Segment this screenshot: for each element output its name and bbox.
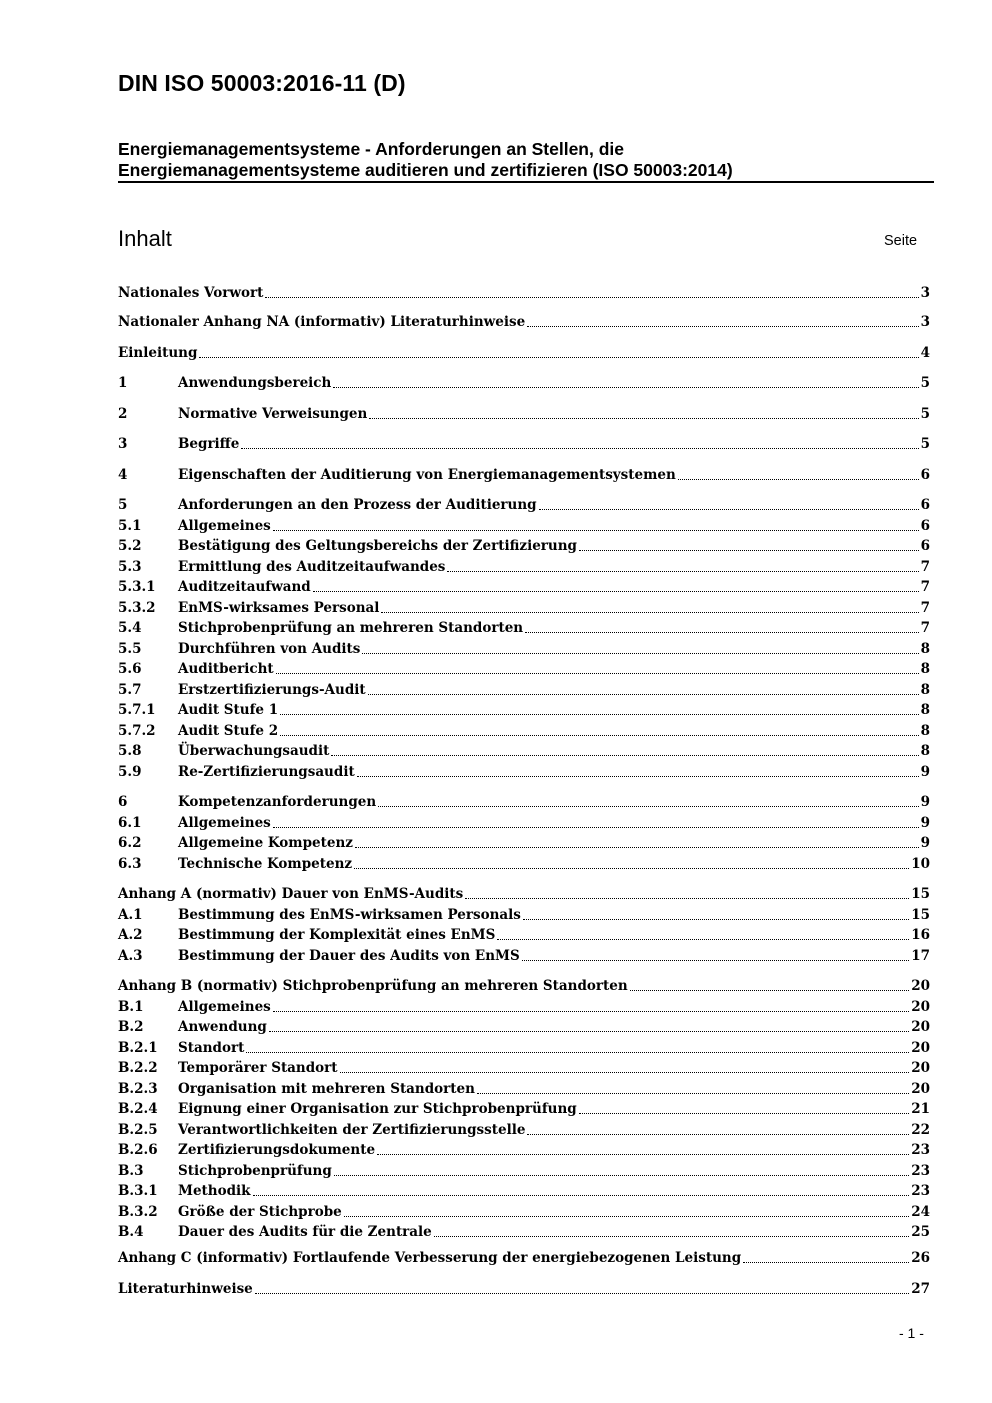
toc-entry-page: 8 (920, 723, 930, 739)
toc-entry[interactable] (118, 465, 930, 485)
toc-entry-page: 9 (920, 794, 930, 810)
toc-entry-number: 5.7.2 (118, 723, 156, 739)
toc-entry[interactable] (118, 404, 930, 424)
toc-entry-page: 6 (920, 467, 930, 483)
toc-entry-page: 10 (911, 856, 930, 872)
toc-entry-page: 8 (920, 743, 930, 759)
toc-entry-title: Bestimmung der Komplexität eines EnMS (178, 927, 496, 943)
toc-dot-leader (527, 1134, 909, 1135)
toc-entry-title: Ermittlung des Auditzeitaufwandes (178, 559, 446, 575)
toc-entry-title: Allgemeines (178, 999, 271, 1015)
toc-entry[interactable] (118, 833, 930, 853)
toc-entry-number: B.1 (118, 999, 144, 1015)
toc-dot-leader (269, 1031, 909, 1032)
toc-dot-leader (241, 448, 918, 449)
toc-entry-number: B.2.4 (118, 1101, 158, 1117)
toc-dot-leader (334, 1175, 909, 1176)
toc-entry[interactable] (118, 721, 930, 741)
toc-entry-number: 5.1 (118, 518, 142, 534)
toc-entry[interactable] (118, 516, 930, 536)
toc-entry-page: 7 (920, 559, 930, 575)
toc-entry[interactable] (118, 884, 930, 904)
toc-dot-leader (522, 960, 910, 961)
toc-entry-number: 3 (118, 436, 128, 452)
toc-dot-leader (465, 898, 909, 899)
toc-entry-title: EnMS-wirksames Personal (178, 600, 380, 616)
toc-entry-page: 8 (920, 682, 930, 698)
toc-dot-leader (199, 357, 918, 358)
toc-entry[interactable] (118, 762, 930, 782)
toc-entry[interactable] (118, 976, 930, 996)
toc-entry-number: B.2.1 (118, 1040, 158, 1056)
toc-entry-title: Überwachungsaudit (178, 743, 330, 759)
toc-entry[interactable] (118, 434, 930, 454)
toc-entry[interactable] (118, 925, 930, 945)
toc-entry-page: 7 (920, 600, 930, 616)
toc-entry-number: 5.3.1 (118, 579, 156, 595)
toc-entry[interactable] (118, 854, 930, 874)
toc-entry[interactable] (118, 905, 930, 925)
toc-entry-title: Allgemeine Kompetenz (178, 835, 353, 851)
toc-entry-number: 5.3.2 (118, 600, 156, 616)
toc-entry-title: Temporärer Standort (178, 1060, 338, 1076)
toc-entry-title: Eigenschaften der Auditierung von Energiemanagementsystemen (178, 467, 676, 483)
toc-entry-title: Bestimmung der Dauer des Audits von EnMS (178, 948, 520, 964)
toc-entry-page: 9 (920, 815, 930, 831)
toc-entry-number: 5.2 (118, 538, 142, 554)
toc-entry-title: Begriffe (178, 436, 240, 452)
toc-entry[interactable] (118, 680, 930, 700)
toc-entry-page: 8 (920, 661, 930, 677)
toc-entry-page: 20 (911, 1040, 930, 1056)
toc-entry-title: Nationales Vorwort (118, 285, 264, 301)
toc-entry[interactable] (118, 639, 930, 659)
toc-dot-leader (539, 509, 919, 510)
toc-entry-page: 15 (911, 886, 930, 902)
toc-entry[interactable] (118, 741, 930, 761)
toc-dot-leader (527, 326, 918, 327)
toc-dot-leader (477, 1093, 909, 1094)
toc-entry-number: B.2.2 (118, 1060, 158, 1076)
toc-entry[interactable] (118, 343, 930, 363)
toc-entry[interactable] (118, 946, 930, 966)
toc-entry-title: Methodik (178, 1183, 251, 1199)
toc-entry-title: Anhang C (informativ) Fortlaufende Verbesserung der energiebezogenen Leistung (118, 1250, 742, 1266)
toc-entry-page: 24 (911, 1204, 930, 1220)
toc-dot-leader (331, 755, 918, 756)
toc-entry-page: 27 (911, 1281, 930, 1297)
toc-entry[interactable] (118, 792, 930, 812)
toc-dot-leader (265, 297, 918, 298)
toc-dot-leader (579, 550, 919, 551)
toc-dot-leader (523, 919, 909, 920)
toc-dot-leader (362, 653, 918, 654)
subtitle-line-1: Energiemanagementsysteme - Anforderungen an Stellen, die (118, 139, 625, 159)
toc-dot-leader (333, 387, 918, 388)
toc-entry-title: Einleitung (118, 345, 198, 361)
toc-entry[interactable] (118, 1140, 930, 1160)
toc-dot-leader (344, 1216, 909, 1217)
toc-dot-leader (253, 1195, 910, 1196)
toc-entry-title: Re-Zertifizierungsaudit (178, 764, 355, 780)
document-subtitle (118, 139, 934, 183)
toc-entry-page: 16 (911, 927, 930, 943)
toc-entry-page: 5 (920, 406, 930, 422)
toc-entry[interactable] (118, 813, 930, 833)
toc-entry-title: Bestimmung des EnMS-wirksamen Personals (178, 907, 521, 923)
toc-entry-page: 4 (920, 345, 930, 361)
toc-dot-leader (579, 1113, 910, 1114)
toc-entry-number: 5.4 (118, 620, 142, 636)
toc-entry-number: 5.5 (118, 641, 142, 657)
toc-entry-number: 5.7.1 (118, 702, 156, 718)
toc-entry-title: Durchführen von Audits (178, 641, 361, 657)
footer-page-number: - 1 - (899, 1325, 924, 1341)
toc-dot-leader (354, 868, 909, 869)
toc-entry-page: 25 (911, 1224, 930, 1240)
toc-entry-title: Anwendungsbereich (178, 375, 332, 391)
toc-entry-title: Standort (178, 1040, 245, 1056)
toc-dot-leader (273, 530, 919, 531)
toc-entry-title: Erstzertifizierungs-Audit (178, 682, 366, 698)
toc-entry-number: 2 (118, 406, 128, 422)
toc-entry-page: 20 (911, 1081, 930, 1097)
toc-dot-leader (678, 479, 919, 480)
toc-dot-leader (355, 847, 919, 848)
toc-entry-title: Verantwortlichkeiten der Zertifizierungsstelle (178, 1122, 526, 1138)
toc-entry-page: 26 (911, 1250, 930, 1266)
toc-dot-leader (497, 939, 909, 940)
toc-entry-page: 6 (920, 538, 930, 554)
document-title: DIN ISO 50003:2016-11 (D) (118, 70, 406, 96)
toc-entry-number: B.2.5 (118, 1122, 158, 1138)
toc-entry-title: Nationaler Anhang NA (informativ) Literaturhinweise (118, 314, 526, 330)
toc-entry-title: Allgemeines (178, 815, 271, 831)
toc-entry-page: 5 (920, 436, 930, 452)
toc-entry-number: B.4 (118, 1224, 144, 1240)
toc-heading: Inhalt (118, 226, 172, 251)
toc-entry-title: Literaturhinweise (118, 1281, 253, 1297)
toc-entry-page: 20 (911, 978, 930, 994)
toc-entry[interactable] (118, 618, 930, 638)
toc-entry[interactable] (118, 577, 930, 597)
toc-entry-title: Audit Stufe 2 (178, 723, 279, 739)
toc-entry-title: Dauer des Audits für die Zentrale (178, 1224, 432, 1240)
toc-entry-page: 20 (911, 999, 930, 1015)
toc-entry-title: Stichprobenprüfung an mehreren Standorten (178, 620, 524, 636)
toc-entry-page: 9 (920, 835, 930, 851)
toc-entry-page: 17 (911, 948, 930, 964)
toc-dot-leader (381, 612, 918, 613)
toc-entry-title: Anforderungen an den Prozess der Auditierung (178, 497, 537, 513)
toc-entry-title: Anhang B (normativ) Stichprobenprüfung an mehreren Standorten (118, 978, 628, 994)
toc-entry-page: 6 (920, 497, 930, 513)
toc-entry[interactable] (118, 1181, 930, 1201)
toc-entry-title: Allgemeines (178, 518, 271, 534)
toc-entry[interactable] (118, 1017, 930, 1037)
toc-entry-page: 7 (920, 620, 930, 636)
toc-entry-page: 5 (920, 375, 930, 391)
toc-dot-leader (313, 591, 919, 592)
toc-entry-title: Anwendung (178, 1019, 267, 1035)
toc-dot-leader (630, 990, 910, 991)
toc-dot-leader (369, 418, 918, 419)
toc-entry[interactable] (118, 1222, 930, 1242)
toc-entry-number: 5 (118, 497, 128, 513)
toc-entry-page: 9 (920, 764, 930, 780)
toc-entry-title: Bestätigung des Geltungsbereichs der Zertifizierung (178, 538, 577, 554)
toc-entry-page: 21 (911, 1101, 930, 1117)
toc-entry-number: 6.3 (118, 856, 142, 872)
toc-entry[interactable] (118, 557, 930, 577)
toc-entry-title: Auditbericht (178, 661, 274, 677)
toc-dot-leader (273, 1011, 909, 1012)
toc-entry[interactable] (118, 997, 930, 1017)
toc-entry-title: Kompetenzanforderungen (178, 794, 377, 810)
toc-entry-title: Eignung einer Organisation zur Stichprobenprüfung (178, 1101, 577, 1117)
toc-entry-page: 22 (911, 1122, 930, 1138)
toc-entry-number: A.3 (118, 948, 143, 964)
toc-entry-title: Organisation mit mehreren Standorten (178, 1081, 475, 1097)
toc-dot-leader (368, 694, 919, 695)
toc-entry[interactable] (118, 1120, 930, 1140)
toc-entry[interactable] (118, 659, 930, 679)
toc-entry-number: 5.3 (118, 559, 142, 575)
toc-entry-title: Anhang A (normativ) Dauer von EnMS-Audits (118, 886, 464, 902)
toc-page-column-label: Seite (884, 233, 918, 249)
toc-dot-leader (434, 1236, 909, 1237)
toc-entry-number: B.2 (118, 1019, 144, 1035)
toc-entry-title: Zertifizierungsdokumente (178, 1142, 376, 1158)
toc-entry-number: 5.9 (118, 764, 142, 780)
toc-entry[interactable] (118, 536, 930, 556)
toc-entry-number: 6.1 (118, 815, 142, 831)
toc-entry-number: B.3 (118, 1163, 144, 1179)
toc-entry[interactable] (118, 1079, 930, 1099)
toc-entry-page: 8 (920, 641, 930, 657)
toc-entry-page: 23 (911, 1163, 930, 1179)
toc-entry-title: Auditzeitaufwand (178, 579, 311, 595)
toc-entry[interactable] (118, 1161, 930, 1181)
toc-entry[interactable] (118, 700, 930, 720)
toc-dot-leader (280, 735, 919, 736)
toc-entry-page: 20 (911, 1060, 930, 1076)
toc-dot-leader (255, 1293, 909, 1294)
toc-entry-number: A.2 (118, 927, 143, 943)
toc-entry-number: B.2.6 (118, 1142, 158, 1158)
toc-entry-number: 6 (118, 794, 128, 810)
toc-dot-leader (743, 1262, 909, 1263)
toc-entry-page: 20 (911, 1019, 930, 1035)
toc-entry[interactable] (118, 598, 930, 618)
toc-entry[interactable] (118, 1279, 930, 1299)
subtitle-line-2: Energiemanagementsysteme auditieren und zertifizieren (ISO 50003:2014) (118, 160, 733, 180)
toc-entry-title: Stichprobenprüfung (178, 1163, 332, 1179)
toc-entry-number: 1 (118, 375, 128, 391)
toc-entry[interactable] (118, 373, 930, 393)
toc-entry-number: 4 (118, 467, 128, 483)
toc-entry-number: 6.2 (118, 835, 142, 851)
toc-entry-page: 8 (920, 702, 930, 718)
toc-entry-number: B.3.2 (118, 1204, 158, 1220)
toc-entry-title: Größe der Stichprobe (178, 1204, 342, 1220)
toc-entry-number: B.3.1 (118, 1183, 158, 1199)
toc-entry-page: 15 (911, 907, 930, 923)
toc-entry[interactable] (118, 1038, 930, 1058)
toc-entry[interactable] (118, 1248, 930, 1268)
toc-dot-leader (273, 827, 919, 828)
toc-dot-leader (246, 1052, 909, 1053)
toc-dot-leader (340, 1072, 910, 1073)
toc-entry[interactable] (118, 283, 930, 303)
toc-entry-page: 23 (911, 1183, 930, 1199)
toc-entry-number: 5.6 (118, 661, 142, 677)
toc-dot-leader (525, 632, 918, 633)
toc-entry-number: 5.7 (118, 682, 142, 698)
toc-entry-number: 5.8 (118, 743, 142, 759)
toc-dot-leader (276, 673, 919, 674)
toc-entry-page: 3 (920, 314, 930, 330)
toc-dot-leader (447, 571, 918, 572)
toc-dot-leader (378, 806, 918, 807)
toc-entry[interactable] (118, 312, 930, 332)
toc-entry-number: A.1 (118, 907, 143, 923)
toc-entry-page: 23 (911, 1142, 930, 1158)
toc-dot-leader (357, 776, 919, 777)
toc-entry-page: 6 (920, 518, 930, 534)
toc-entry[interactable] (118, 1058, 930, 1078)
toc-dot-leader (280, 714, 919, 715)
toc-dot-leader (377, 1154, 909, 1155)
toc-entry[interactable] (118, 1202, 930, 1222)
toc-entry[interactable] (118, 1099, 930, 1119)
toc-entry-page: 3 (920, 285, 930, 301)
toc-entry-number: B.2.3 (118, 1081, 158, 1097)
toc-entry[interactable] (118, 495, 930, 515)
toc-entry-title: Audit Stufe 1 (178, 702, 279, 718)
toc-entry-title: Technische Kompetenz (178, 856, 353, 872)
toc-entry-title: Normative Verweisungen (178, 406, 368, 422)
toc-entry-page: 7 (920, 579, 930, 595)
